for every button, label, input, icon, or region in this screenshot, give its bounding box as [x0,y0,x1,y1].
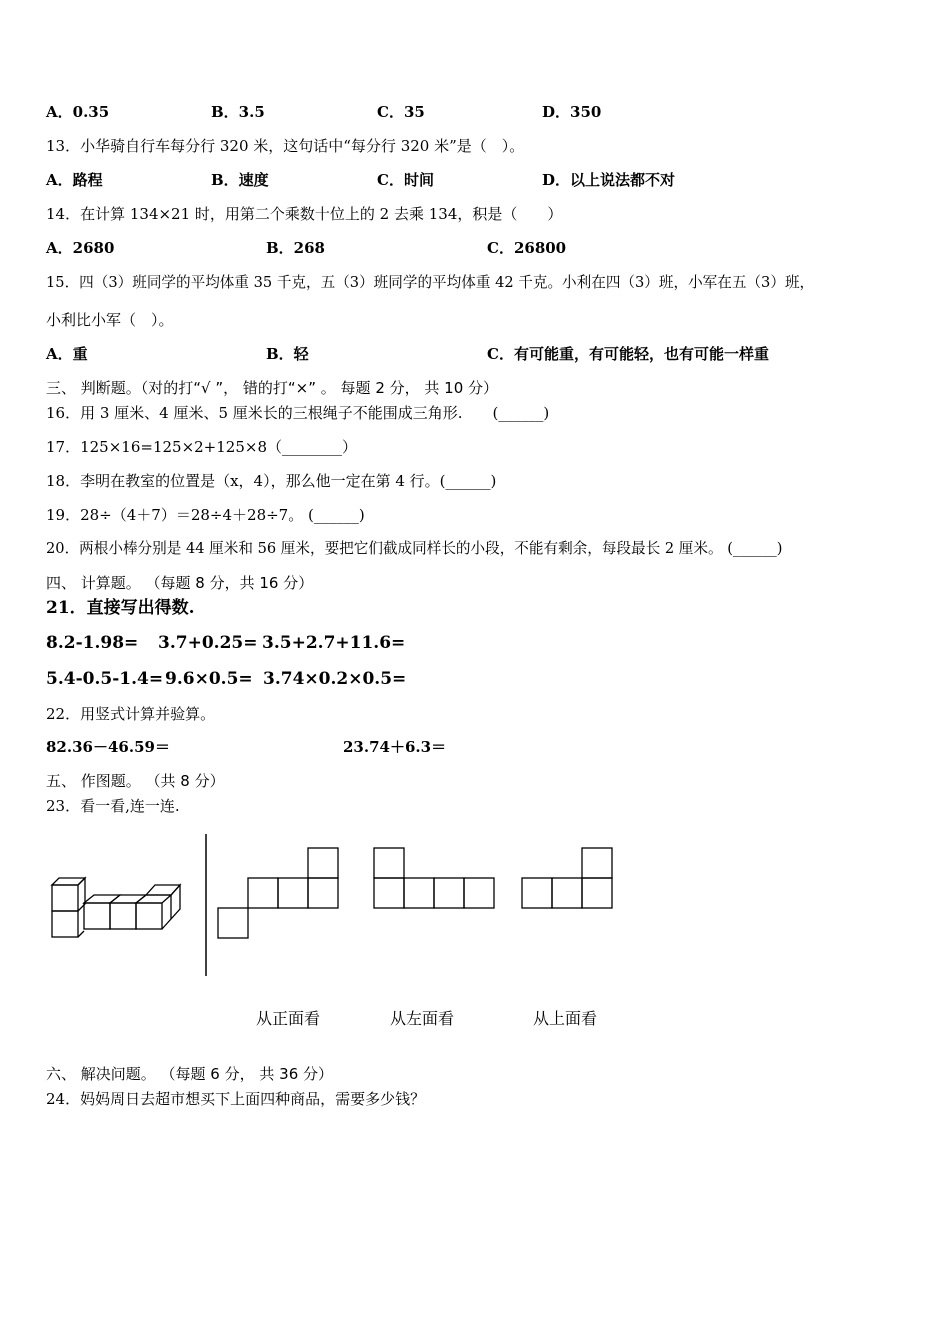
q13-question: 13．小华骑自行车每分行 320 米，这句话中“每分行 320 米”是（ ）。 [46,137,525,155]
q13-option-b: B．速度 [211,171,269,189]
q12-option-a: A．0.35 [46,103,110,121]
q14-option-b: B．268 [266,239,325,257]
q14-option-c: C．26800 [487,239,567,257]
q13-option-c: C．时间 [377,171,434,189]
isometric-cubes [52,878,180,937]
q20: 20．两根小棒分别是 44 厘米和 56 厘米，要把它们截成同样长的小段，不能有剩余，每段最长 2 厘米。 (______) [46,540,783,557]
cube-row-1 [84,903,110,929]
q16: 16．用 3 厘米、4 厘米、5 厘米长的三根绳子不能围成三角形. (______) [46,404,550,422]
cube-top-face [52,878,85,885]
q15-option-b: B．轻 [266,345,309,363]
q12-option-d: D．350 [542,103,602,121]
q13-option-d: D．以上说法都不对 [542,171,676,189]
cube-row-2 [110,903,136,929]
q18: 18．李明在教室的位置是（x，4），那么他一定在第 4 行。(______) [46,472,497,490]
label-left-view: 从左面看 [390,1009,455,1028]
q21-expr-2: 3.7+0.25= [158,633,258,653]
cube-bottom-left [52,911,78,937]
q21-expr-3: 3.5+2.7+11.6= [262,633,406,653]
q21-expr-4: 5.4-0.5-1.4= [46,669,164,689]
q24: 24．妈妈周日去超市想买下上面四种商品，需要多少钱？ [46,1090,426,1108]
q12-option-b: B．3.5 [211,103,265,121]
label-front-view: 从正面看 [256,1009,321,1028]
q21-expr-5: 9.6×0.5= [165,669,253,689]
q21-expr-1: 8.2-1.98= [46,633,139,653]
view-grid-2 [374,848,494,908]
section5-title: 五、 作图题。 （共 8 分） [46,772,225,790]
section3-title: 三、 判断题。（对的打“√ ”， 错的打“×” 。 每题 2 分， 共 10 分） [46,379,499,397]
view-grid-3 [522,848,612,908]
q15-question-line2: 小利比小军（ ）。 [46,311,174,329]
cube-row-3 [136,903,162,929]
q13-option-a: A．路程 [46,171,103,189]
q15-option-a: A．重 [46,345,88,363]
label-top-view: 从上面看 [533,1009,598,1028]
q14-option-a: A．2680 [46,239,115,257]
q12-option-c: C．35 [377,103,425,121]
q21-title: 21．直接写出得数. [46,598,195,618]
section6-title: 六、 解决问题。 （每题 6 分， 共 36 分） [46,1065,334,1083]
q17: 17．125×16=125×2+125×8（________） [46,438,357,456]
q19: 19．28÷（4＋7）＝28÷4＋28÷7。 (______) [46,506,365,524]
cube-side-face [78,878,85,911]
q15-option-c: C．有可能重，有可能轻，也有可能一样重 [487,345,769,363]
q22-item-1: 82.36－46.59＝ [46,738,170,756]
q15-question-line1: 15．四（3）班同学的平均体重 35 千克，五（3）班同学的平均体重 42 千克。小利在四（3）班，小军在五（3）班， [46,274,815,291]
q21-expr-6: 3.74×0.2×0.5= [263,669,407,689]
cube-top-left [52,885,78,911]
q14-question: 14．在计算 134×21 时，用第二个乘数十位上的 2 去乘 134，积是（ ） [46,205,563,223]
q22-title: 22．用竖式计算并验算。 [46,705,216,723]
section4-title: 四、 计算题。 （每题 8 分，共 16 分） [46,574,314,592]
q22-item-2: 23.74＋6.3＝ [343,738,447,756]
q23-title: 23．看一看,连一连. [46,797,180,815]
view-grid-1 [218,848,338,938]
